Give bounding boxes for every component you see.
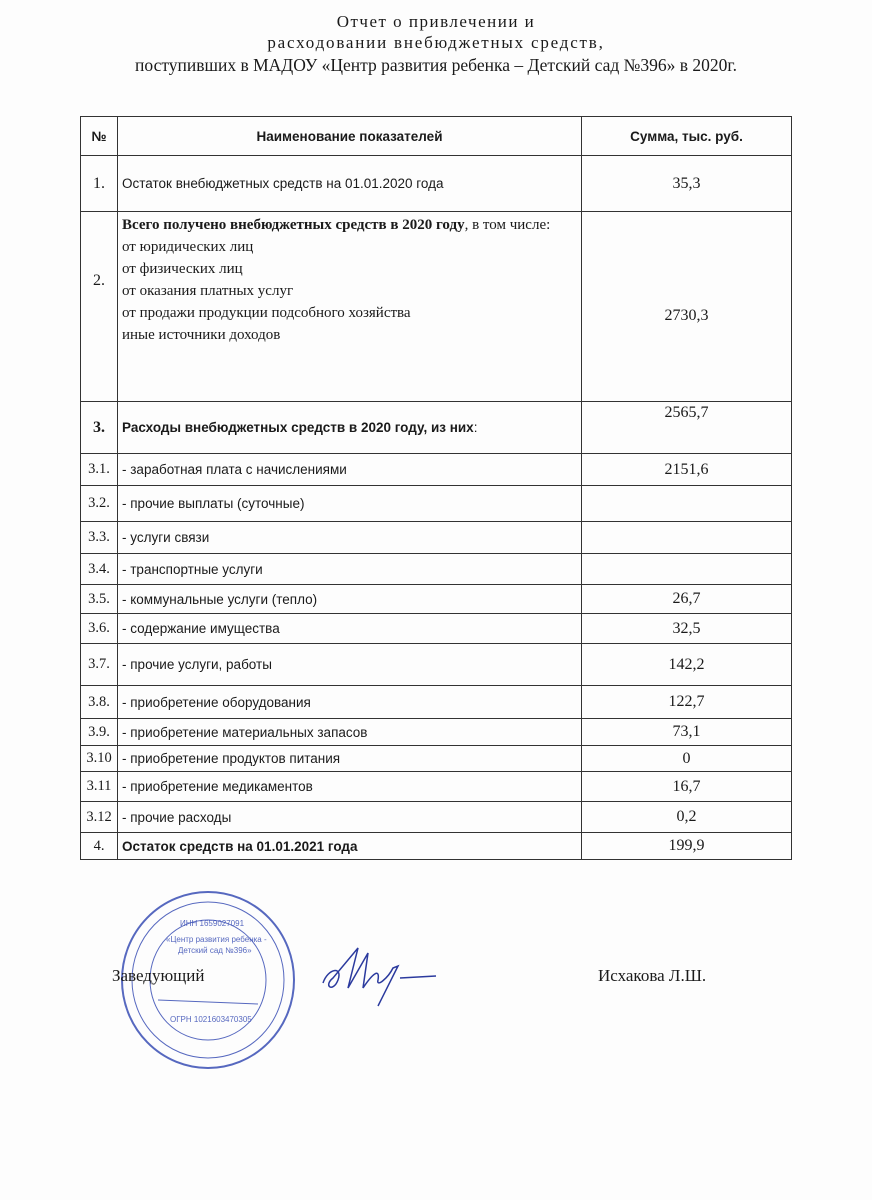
row-number: 3.8. <box>81 686 118 719</box>
row-name: - коммунальные услуги (тепло) <box>118 585 582 614</box>
title-line-3: поступивших в МАДОУ «Центр развития ребенка – Детский сад №396» в 2020г. <box>135 55 737 75</box>
table-row <box>81 156 792 212</box>
table-row <box>81 772 792 802</box>
income-item: от продажи продукции подсобного хозяйства <box>122 305 411 321</box>
row-number: 2. <box>81 212 118 402</box>
row-sum: 199,9 <box>582 833 792 860</box>
row-name-rest: , в том числе: <box>464 217 551 233</box>
row-name: - содержание имущества <box>118 614 582 644</box>
row-number: 3.4. <box>81 554 118 585</box>
row-name: - услуги связи <box>118 522 582 554</box>
income-item: от оказания платных услуг <box>122 283 294 299</box>
row-name-bold: Всего получено внебюджетных средств в 2020 году <box>122 217 465 233</box>
header-name: Наименование показателей <box>118 117 582 156</box>
row-name: Остаток средств на 01.01.2021 года <box>118 833 582 860</box>
row-name: - прочие услуги, работы <box>118 644 582 686</box>
row-sum: 16,7 <box>582 772 792 802</box>
row-sum: 73,1 <box>582 719 792 746</box>
row-name: - транспортные услуги <box>118 554 582 585</box>
row-name: - приобретение оборудования <box>118 686 582 719</box>
row-sum: 0 <box>582 746 792 772</box>
row-sum <box>582 554 792 585</box>
table-row <box>81 402 792 454</box>
table-row <box>81 644 792 686</box>
row-sum: 26,7 <box>582 585 792 614</box>
row-name <box>118 212 582 402</box>
row-name: Остаток внебюджетных средств на 01.01.2020 года <box>118 156 582 212</box>
table-row <box>81 212 792 402</box>
row-name: - прочие расходы <box>118 802 582 833</box>
row-number: 3. <box>81 402 118 454</box>
signatory-name: Исхакова Л.Ш. <box>598 966 707 985</box>
table-row <box>81 802 792 833</box>
header-number: № <box>81 117 118 156</box>
table-row <box>81 686 792 719</box>
row-sum: 2151,6 <box>582 454 792 486</box>
row-name: - прочие выплаты (суточные) <box>118 486 582 522</box>
header-sum: Сумма, тыс. руб. <box>582 117 792 156</box>
title-line-2: расходовании внебюджетных средств, <box>267 33 605 52</box>
row-sum: 122,7 <box>582 686 792 719</box>
table-row <box>81 833 792 860</box>
row-number: 3.9. <box>81 719 118 746</box>
row-sum: 2730,3 <box>582 212 792 402</box>
row-sum: 35,3 <box>582 156 792 212</box>
svg-text:ИНН 1659027091: ИНН 1659027091 <box>180 919 245 928</box>
svg-text:«Центр развития ребенка -: «Центр развития ребенка - <box>166 935 267 944</box>
expense-rows <box>81 454 792 833</box>
handwritten-signature-icon <box>318 938 438 1008</box>
row-number: 1. <box>81 156 118 212</box>
row-name-bold: Расходы внебюджетных средств в 2020 году, из них <box>122 420 474 435</box>
income-item: от физических лиц <box>122 261 243 277</box>
row-number: 3.3. <box>81 522 118 554</box>
table-row <box>81 746 792 772</box>
income-item: иные источники доходов <box>122 327 281 343</box>
row-sum: 0,2 <box>582 802 792 833</box>
row-number: 3.10 <box>81 746 118 772</box>
row-number: 3.2. <box>81 486 118 522</box>
row-name: - заработная плата с начислениями <box>118 454 582 486</box>
row-name: - приобретение медикаментов <box>118 772 582 802</box>
table-row <box>81 614 792 644</box>
row-sum: 142,2 <box>582 644 792 686</box>
table-header <box>81 117 792 156</box>
table-row <box>81 719 792 746</box>
row-sum: 2565,7 <box>582 402 792 454</box>
svg-text:ОГРН 1021603470305: ОГРН 1021603470305 <box>170 1015 252 1024</box>
table-row <box>81 585 792 614</box>
row-number: 3.7. <box>81 644 118 686</box>
row-name: - приобретение материальных запасов <box>118 719 582 746</box>
row-number: 4. <box>81 833 118 860</box>
row-number: 3.5. <box>81 585 118 614</box>
table-row <box>81 522 792 554</box>
title-line-1: Отчет о привлечении и <box>336 12 536 31</box>
table-row <box>81 486 792 522</box>
row-sum <box>582 522 792 554</box>
table-row <box>81 554 792 585</box>
row-sum: 32,5 <box>582 614 792 644</box>
svg-text:Детский сад №396»: Детский сад №396» <box>178 946 252 955</box>
row-name-suffix: : <box>473 420 478 435</box>
table-row <box>81 454 792 486</box>
row-number: 3.11 <box>81 772 118 802</box>
row-sum <box>582 486 792 522</box>
report-table <box>80 116 792 860</box>
income-item: от юридических лиц <box>122 239 254 255</box>
row-number: 3.1. <box>81 454 118 486</box>
signatory-position: Заведующий <box>112 966 205 985</box>
row-name: - приобретение продуктов питания <box>118 746 582 772</box>
row-number: 3.6. <box>81 614 118 644</box>
row-number: 3.12 <box>81 802 118 833</box>
row-name <box>118 402 582 454</box>
